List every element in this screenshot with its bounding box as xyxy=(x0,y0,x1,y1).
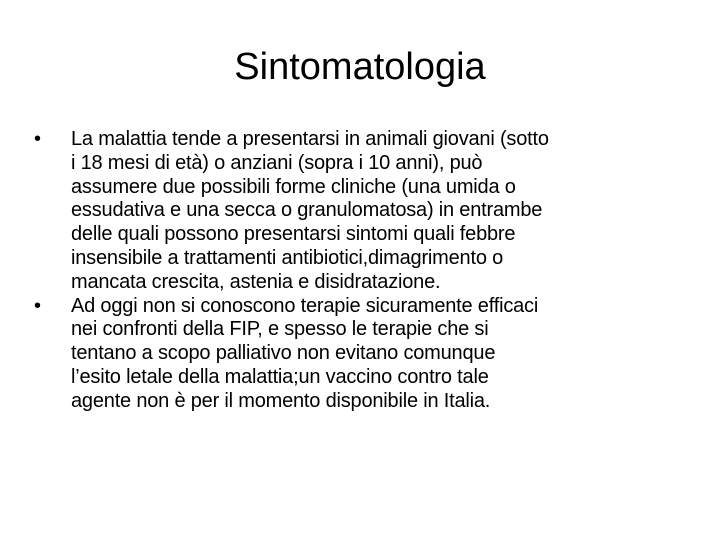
bullet-marker: • xyxy=(34,128,41,150)
bullet-1-line-2: i 18 mesi di età) o anziani (sopra i 10 anni), può xyxy=(71,151,483,174)
bullet-2-line-2: nei confronti della FIP, e spesso le terapie che si xyxy=(71,318,489,341)
bullet-1-line-3: assumere due possibili forme cliniche (una umida o xyxy=(71,175,516,198)
bullet-1-line-4: essudativa e una secca o granulomatosa) in entrambe xyxy=(71,199,543,222)
bullet-item-2 xyxy=(34,294,700,414)
bullet-list xyxy=(34,128,700,414)
bullet-1-line-5: delle quali possono presentarsi sintomi quali febbre xyxy=(71,223,516,246)
bullet-1-line-7: mancata crescita, astenia e disidratazione. xyxy=(71,270,441,293)
bullet-2-line-5: agente non è per il momento disponibile in Italia. xyxy=(71,389,491,412)
slide-title: Sintomatologia xyxy=(234,46,486,88)
bullet-1-line-1: La malattia tende a presentarsi in animali giovani (sotto xyxy=(71,128,549,150)
bullet-2-line-4: l’esito letale della malattia;un vaccino contro tale xyxy=(71,365,489,388)
bullet-1-line-6: insensibile a trattamenti antibiotici,dimagrimento o xyxy=(71,246,504,269)
bullet-2-line-1: Ad oggi non si conoscono terapie sicuramente efficaci xyxy=(71,294,539,317)
bullet-item-1 xyxy=(34,128,700,295)
bullet-marker: • xyxy=(34,294,41,317)
bullet-2-line-3: tentano a scopo palliativo non evitano comunque xyxy=(71,342,496,365)
